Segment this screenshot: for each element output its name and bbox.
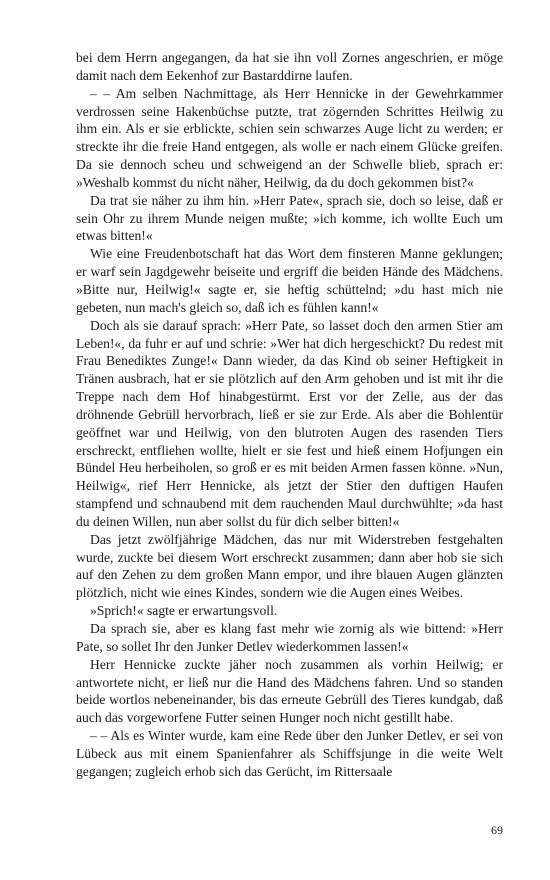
paragraph-6: Das jetzt zwölfjährige Mädchen, das nur mit Widerstreben festgehalten wurde, zuckte bei diesem Wort erschreckt zusammen; dann aber hob sie sich auf den Zehen zu dem großen Mann empor, und ihre blauen Augen glänzten plötzlich, nicht wie eines Kindes, sondern wie die Augen eines Weibes.	[76, 531, 503, 601]
paragraph-5: Doch als sie darauf sprach: »Herr Pate, so lasset doch den armen Stier am Leben!«, da fuhr er auf und schrie: »Wer hat dich hergeschickt? Du redest mit Frau Benediktes Zunge!« Dann wieder, da das Kind ob seiner Heftigkeit in Tränen ausbrach, hat er sie plötzlich auf den Arm gehoben und ist mit ihr die Treppe nach dem Hof hinabgestürmt. Erst vor der Zelle, aus der das dröhnende Gebrüll hervorbrach, ließ er sie zur Erde. Als aber die Bohlentür geöffnet war und Heilwig, von den blutroten Augen des rasenden Tiers erschreckt, entfliehen wollte, hielt er sie fest und hieß einem Hofjungen ein Bündel Heu herbeiholen, so groß er es mit beiden Armen fassen könne. »Nun, Heilwig«, rief Herr Hennicke, als jetzt der Stier den duftigen Haufen stampfend und schnaubend mit dem rauchenden Maul durchwühlte; »da hast du deinen Willen, nun aber sollst du für dich selber bitten!«	[76, 317, 503, 529]
page-number: 69	[491, 823, 503, 837]
paragraph-7: »Sprich!« sagte er erwartungsvoll.	[90, 603, 278, 619]
paragraph-4: Wie eine Freudenbotschaft hat das Wort dem finsteren Manne geklungen; er warf sein Jagdgewehr beiseite und ergriff die beiden Hände des Mädchens. »Bitte nur, Heilwig!« sagte er, sie heftig schüttelnd; »du hast mich nie gebeten, nun mach's gleich so, daß ich es fühlen kann!«	[76, 246, 503, 315]
paragraph-3: Da trat sie näher zu ihm hin. »Herr Pate«, sprach sie, doch so leise, daß er sein Ohr zu ihrem Munde neigen mußte; »ich komme, ich wollte Euch um etwas bitten!«	[76, 192, 503, 244]
paragraph-9: Herr Hennicke zuckte jäher noch zusammen als vorhin Heilwig; er antwortete nicht, er ließ nur die Hand des Mädchens fahren. Und so standen beide wortlos nebeneinander, bis das erneute Gebrüll des Tieres kundgab, daß auch das vorgeworfene Futter seinen Hunger noch nicht gestillt habe.	[76, 656, 503, 726]
paragraph-10: – – Als es Winter wurde, kam eine Rede über den Junker Detlev, er sei von Lübeck aus mit einem Spanienfahrer als Schiffsjunge in die weite Welt gegangen; zugleich erhob sich das Gerücht, im Rittersaale	[76, 728, 503, 779]
page-body	[76, 49, 503, 781]
paragraph-8: Da sprach sie, aber es klang fast mehr wie zornig als wie bittend: »Herr Pate, so sollet Ihr den Junker Detlev wiederkommen lassen!«	[76, 621, 503, 654]
paragraph-2: – – Am selben Nachmittage, als Herr Hennicke in der Gewehrkammer verdrossen seine Hakenbüchse putzte, trat zögernden Schrittes Heilwig zu ihm ein. Als er sie erblickte, schien sein schwarzes Auge licht zu werden; er streckte ihr die freie Hand entgegen, als wolle er nach einem Glücke greifen. Da sie dennoch scheu und schweigend an der Schwelle blieb, sprach er: »Weshalb kommst du nicht näher, Heilwig, da du doch gekommen bist?«	[76, 85, 503, 190]
paragraph-1: bei dem Herrn angegangen, da hat sie ihn voll Zornes angeschrien, er möge damit nach dem Eekenhof zur Bastarddirne laufen.	[76, 50, 503, 83]
